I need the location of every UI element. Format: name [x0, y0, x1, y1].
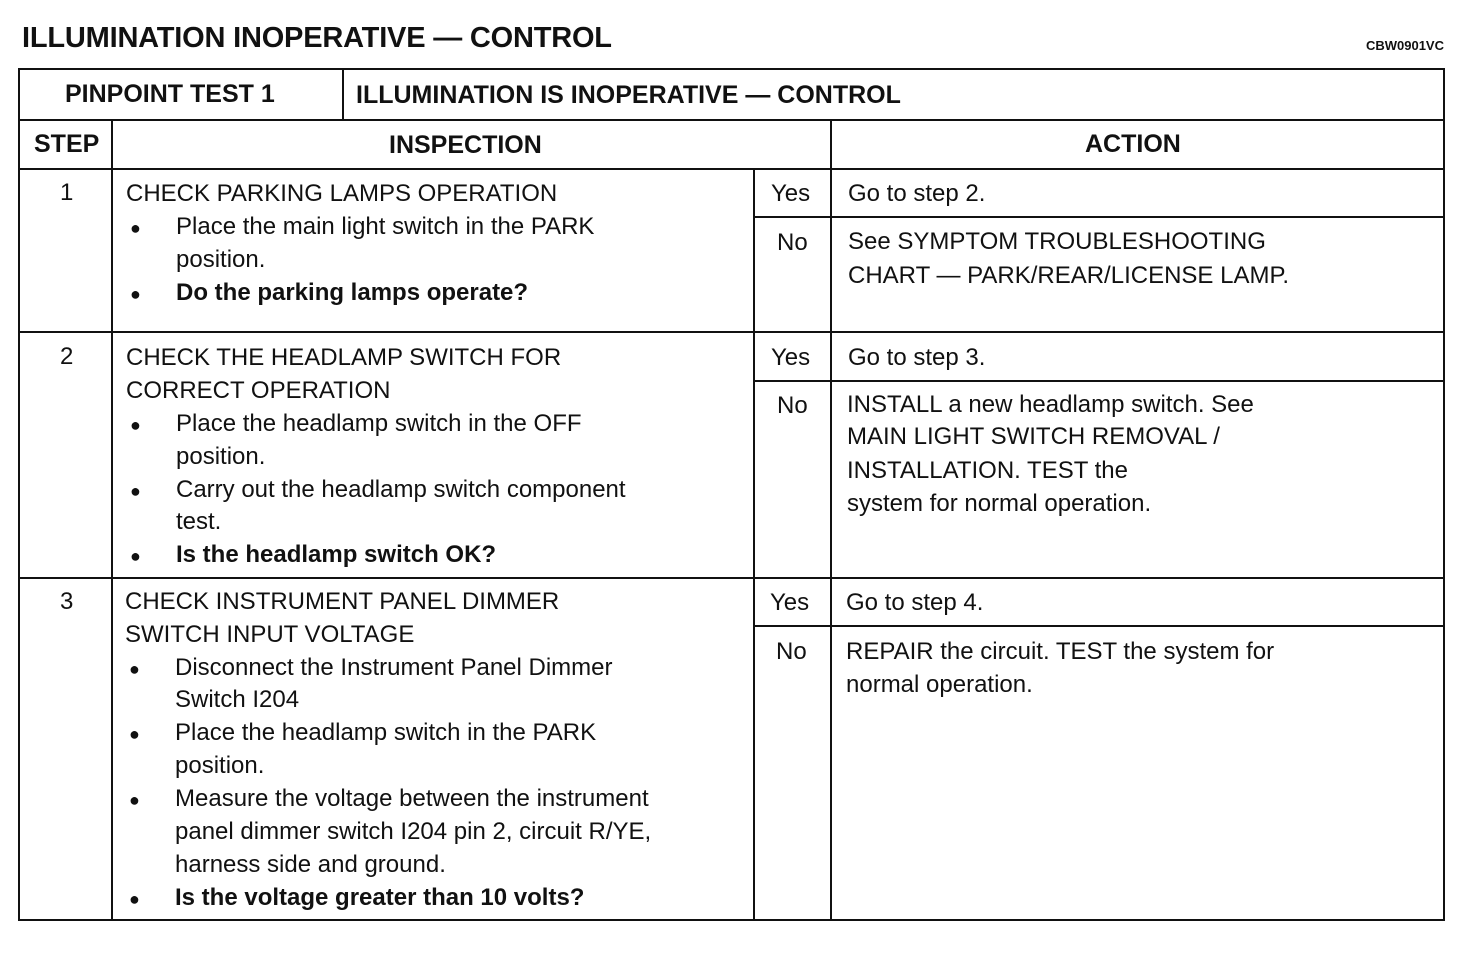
divider-test-header — [20, 119, 1443, 121]
bullet-text: Place the headlamp switch in the OFF — [176, 410, 582, 437]
step-heading: CHECK THE HEADLAMP SWITCH FOR — [126, 344, 562, 371]
bullet-question: Is the headlamp switch OK? — [176, 541, 497, 568]
yes-action: Go to step 4. — [846, 589, 984, 616]
step-number: 1 — [60, 179, 74, 206]
divider-action-column — [830, 119, 832, 919]
document-code: CBW0901VC — [1365, 38, 1444, 53]
bullet-icon: ● — [130, 481, 141, 501]
divider-test-title — [342, 70, 344, 120]
bullet-text: position. — [175, 752, 265, 779]
bullet-icon: ● — [130, 415, 141, 435]
page-title: ILLUMINATION INOPERATIVE — CONTROL — [22, 22, 612, 54]
no-label: No — [776, 638, 807, 665]
bullet-icon: ● — [129, 889, 140, 909]
yes-action: Go to step 3. — [848, 344, 986, 371]
bullet-question: Do the parking lamps operate? — [176, 279, 529, 306]
step-number: 3 — [60, 588, 74, 615]
yes-label: Yes — [771, 344, 811, 371]
divider-column-header — [20, 168, 1443, 170]
step-number: 2 — [60, 343, 74, 370]
step-heading: CORRECT OPERATION — [126, 377, 391, 404]
pinpoint-test-table — [18, 68, 1445, 921]
no-action: CHART — PARK/REAR/LICENSE LAMP. — [848, 262, 1290, 289]
bullet-text: panel dimmer switch I204 pin 2, circuit R/YE, — [175, 818, 652, 845]
divider-step-2 — [20, 577, 1443, 579]
no-label: No — [777, 392, 808, 419]
no-action: normal operation. — [846, 671, 1033, 698]
test-title: ILLUMINATION IS INOPERATIVE — CONTROL — [356, 81, 901, 109]
bullet-text: harness side and ground. — [175, 851, 446, 878]
no-action: INSTALL a new headlamp switch. See — [847, 391, 1254, 418]
no-label: No — [777, 229, 808, 256]
bullet-icon: ● — [129, 659, 140, 679]
divider-yes-no-2 — [753, 380, 1443, 382]
divider-yes-no-3 — [753, 625, 1443, 627]
bullet-icon: ● — [130, 218, 141, 238]
no-action: INSTALLATION. TEST the — [847, 457, 1128, 484]
step-heading: CHECK PARKING LAMPS OPERATION — [126, 180, 558, 207]
no-action: MAIN LIGHT SWITCH REMOVAL / — [847, 423, 1220, 450]
bullet-icon: ● — [129, 790, 140, 810]
bullet-text: Measure the voltage between the instrument — [175, 785, 649, 812]
divider-step-column — [111, 119, 113, 919]
bullet-icon: ● — [130, 546, 141, 566]
bullet-text: Place the headlamp switch in the PARK — [175, 719, 597, 746]
bullet-question: Is the voltage greater than 10 volts? — [175, 884, 585, 911]
divider-yes-no-1 — [753, 216, 1443, 218]
divider-answer-column — [753, 168, 755, 919]
bullet-icon: ● — [130, 284, 141, 304]
yes-label: Yes — [770, 589, 810, 616]
bullet-text: test. — [176, 508, 222, 535]
bullet-text: position. — [176, 246, 266, 273]
step-heading: SWITCH INPUT VOLTAGE — [125, 621, 415, 648]
column-header-step: STEP — [34, 130, 100, 158]
no-action: system for normal operation. — [847, 490, 1152, 517]
bullet-icon: ● — [129, 724, 140, 744]
column-header-inspection: INSPECTION — [389, 131, 542, 159]
bullet-text: Place the main light switch in the PARK — [176, 213, 595, 240]
bullet-text: Disconnect the Instrument Panel Dimmer — [175, 654, 613, 681]
no-action: See SYMPTOM TROUBLESHOOTING — [848, 228, 1266, 255]
bullet-text: Switch I204 — [175, 686, 300, 713]
bullet-text: position. — [176, 443, 266, 470]
test-label: PINPOINT TEST 1 — [65, 80, 275, 108]
yes-action: Go to step 2. — [848, 180, 986, 207]
yes-label: Yes — [771, 180, 811, 207]
step-heading: CHECK INSTRUMENT PANEL DIMMER — [125, 588, 560, 615]
bullet-text: Carry out the headlamp switch component — [176, 476, 626, 503]
column-header-action: ACTION — [1085, 130, 1181, 158]
no-action: REPAIR the circuit. TEST the system for — [846, 638, 1275, 665]
divider-step-1 — [20, 331, 1443, 333]
